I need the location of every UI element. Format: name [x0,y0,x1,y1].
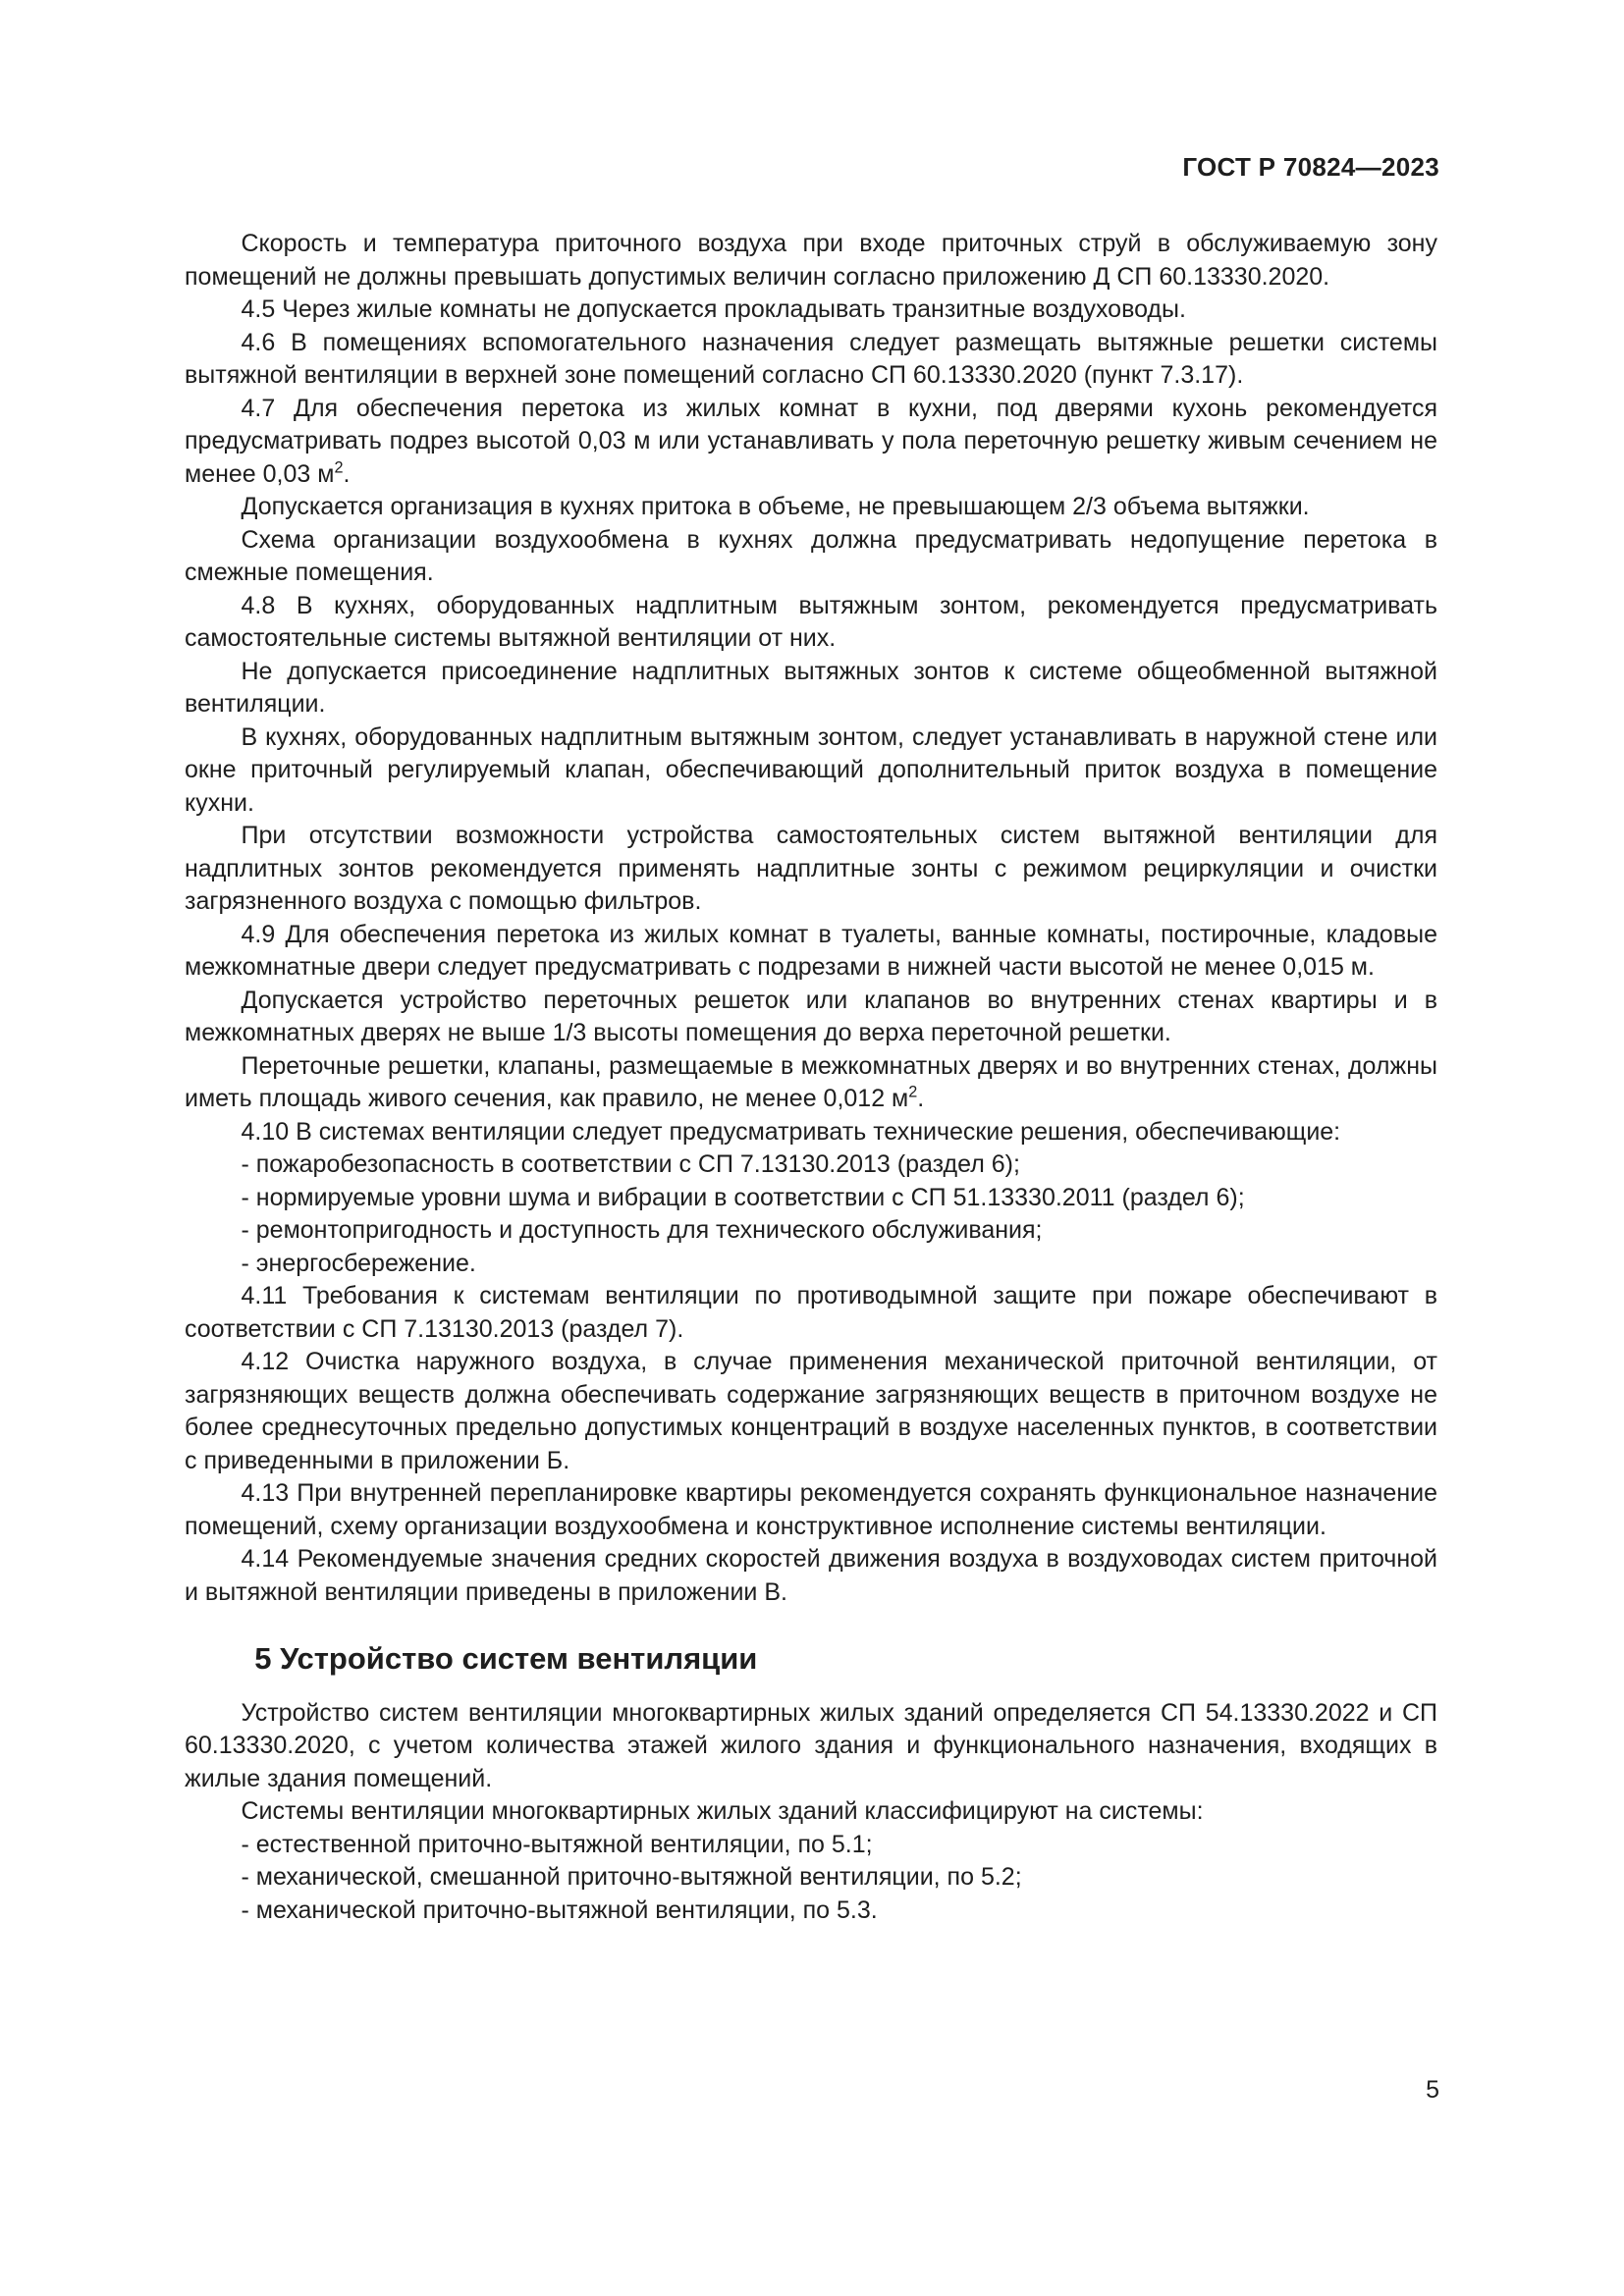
paragraph-4-11: 4.11 Требования к системам вентиляции по противодымной защите при пожаре обеспечивают в соответствии с СП 7.13130.2013 (раздел 7). [185,1282,1437,1343]
paragraph-4-5: 4.5 Через жилые комнаты не допускается прокладывать транзитные воздуховоды. [241,295,1186,323]
paragraph: Скорость и температура приточного воздуха при входе приточных струй в обслуживаемую зону помещений не должны превышать допустимых величин согласно приложению Д СП 60.13330.2020. [185,230,1437,291]
paragraph-4-14: 4.14 Рекомендуемые значения средних скоростей движения воздуха в воздуховодах систем приточной и вытяжной вентиляции приведены в приложении В. [185,1545,1437,1606]
page-number: 5 [1426,2076,1439,2104]
paragraph: Не допускается присоединение надплитных вытяжных зонтов к системе общеобменной вытяжной вентиляции. [185,657,1437,718]
paragraph: При отсутствии возможности устройства самостоятельных систем вытяжной вентиляции для надплитных зонтов рекомендуется применять надплитные зонты с режимом рециркуляции и очистки загрязненного воздуха с помощью фильтров. [185,822,1437,915]
list-item: - естественной приточно-вытяжной вентиляции, по 5.1; [241,1830,873,1858]
list-item: - механической, смешанной приточно-вытяжной вентиляции, по 5.2; [241,1863,1022,1891]
paragraph: Схема организации воздухообмена в кухнях должна предусматривать недопущение перетока в смежные помещения. [185,525,1437,586]
paragraph-4-8: 4.8 В кухнях, оборудованных надплитным вытяжным зонтом, рекомендуется предусматривать самостоятельные системы вытяжной вентиляции от них. [185,591,1437,652]
paragraph: Системы вентиляции многоквартирных жилых зданий классифицируют на системы: [241,1797,1204,1825]
page-body [185,228,1437,1927]
paragraph-text: 4.7 Для обеспечения перетока из жилых комнат в кухни, под дверями кухонь рекомендуется предусматривать подрез высотой 0,03 м или устанавливать у пола переточную решетку живым сечением не менее 0,03 м [185,394,1437,488]
paragraph: Допускается организация в кухнях притока в объеме, не превышающем 2/3 объема вытяжки. [241,493,1310,520]
superscript: 2 [908,1083,918,1101]
list-item: - энергосбережение. [241,1249,476,1277]
paragraph-4-7 [185,393,1437,492]
paragraph-4-6: 4.6 В помещениях вспомогательного назначения следует размещать вытяжные решетки системы вытяжной вентиляции в верхней зоне помещений согласно СП 60.13330.2020 (пункт 7.3.17). [185,328,1437,389]
paragraph: Допускается устройство переточных решеток или клапанов во внутренних стенах квартиры и в межкомнатных дверях не выше 1/3 высоты помещения до верха переточной решетки. [185,986,1437,1046]
paragraph-4-9: 4.9 Для обеспечения перетока из жилых комнат в туалеты, ванные комнаты, постирочные, кладовые межкомнатные двери следует предусматривать с подрезами в нижней части высотой не менее 0,015 м. [185,920,1437,981]
document-id-header: ГОСТ Р 70824—2023 [1182,152,1439,182]
list-item: - пожаробезопасность в соответствии с СП 7.13130.2013 (раздел 6); [241,1150,1020,1178]
paragraph-suffix: . [343,459,351,488]
paragraph: Устройство систем вентиляции многоквартирных жилых зданий определяется СП 54.13330.2022 и СП 60.13330.2020, с учетом количества этажей жилого здания и функционального назначения, входящих в жилые здания помещений. [185,1698,1437,1792]
paragraph-4-13: 4.13 При внутренней перепланировке квартиры рекомендуется сохранять функциональное назначение помещений, схему организации воздухообмена и конструктивное исполнение системы вентиляции. [185,1479,1437,1540]
list-item: - механической приточно-вытяжной вентиляции, по 5.3. [241,1896,878,1924]
section-heading: 5 Устройство систем вентиляции [254,1641,758,1676]
paragraph-4-12: 4.12 Очистка наружного воздуха, в случае применения механической приточной вентиляции, от загрязняющих веществ должна обеспечивать содержание загрязняющих веществ в приточном воздухе не более среднесуточных предельно допустимых концентраций в воздухе населенных пунктов, в соответствии с приведенными в приложении Б. [185,1348,1437,1474]
paragraph-text: Переточные решетки, клапаны, размещаемые в межкомнатных дверях и во внутренних стенах, должны иметь площадь живого сечения, как правило, не менее 0,012 м [185,1051,1437,1112]
paragraph-4-10: 4.10 В системах вентиляции следует предусматривать технические решения, обеспечивающие: [241,1117,1341,1146]
superscript: 2 [334,458,344,477]
paragraph [185,1050,1437,1116]
paragraph: В кухнях, оборудованных надплитным вытяжным зонтом, следует устанавливать в наружной стене или окне приточный регулируемый клапан, обеспечивающий дополнительный приток воздуха в помещение кухни. [185,722,1437,817]
list-item: - нормируемые уровни шума и вибрации в соответствии с СП 51.13330.2011 (раздел 6); [241,1183,1245,1211]
paragraph-suffix: . [917,1085,925,1112]
list-item: - ремонтопригодность и доступность для технического обслуживания; [241,1216,1043,1244]
